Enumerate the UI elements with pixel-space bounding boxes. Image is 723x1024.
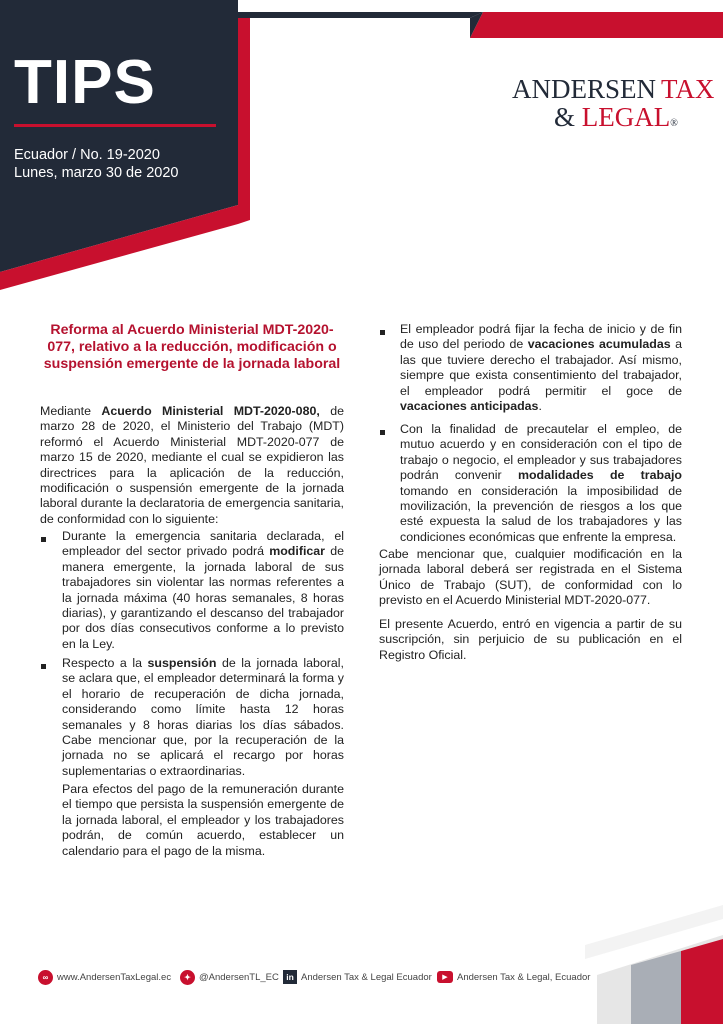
intro-paragraph: Mediante Acuerdo Ministerial MDT-2020-080, de marzo 28 de 2020, el Ministerio del Trabajo (MDT) reformó el Acuerdo Ministerial MDT-2020-077 de marzo 15 de 2020, mediante el cual se expidieron las directrices para la aplicación de la reducción, modificación o suspensión emergente de la jornada laboral durante la declaratoria de emergencia sanitaria, de conformidad con lo siguiente: xyxy=(40,404,344,526)
title-underline xyxy=(14,124,216,127)
linkedin-icon: in xyxy=(283,970,297,984)
logo-tax: TAX xyxy=(661,74,715,104)
logo-andersen: ANDERSEN xyxy=(512,74,657,104)
twitter-icon: ✦ xyxy=(180,970,195,985)
youtube-icon: ▶ xyxy=(437,971,453,983)
bullet-marker xyxy=(380,430,385,435)
bullet-marker xyxy=(41,537,46,542)
header-red-strip xyxy=(238,18,250,224)
footer-youtube-link[interactable]: ▶ Andersen Tax & Legal, Ecuador xyxy=(437,967,590,987)
footer-twitter-link[interactable]: ✦ @AndersenTL_EC xyxy=(180,967,279,987)
bullet-marker xyxy=(380,330,385,335)
bullet-marker xyxy=(41,664,46,669)
vigencia-paragraph: El presente Acuerdo, entró en vigencia a partir de su suscripción, sin perjuicio de su publicación en el Registro Oficial. xyxy=(379,617,682,662)
issue-date: Lunes, marzo 30 de 2020 xyxy=(14,165,179,181)
footer-linkedin-link[interactable]: in Andersen Tax & Legal Ecuador xyxy=(283,967,432,987)
header-graphic xyxy=(0,0,723,290)
bullet-modificar: Durante la emergencia sanitaria declarada, el empleador del sector privado podrá modificar de manera emergente, la jornada laboral de sus trabajadores sin violentar las normas referentes a la jornada máxima (40 horas semanales, 8 horas diarias), y garantizando el descanso del trabajador por dos días consecutivos conforme a lo previsto en la Ley. xyxy=(62,529,344,651)
issue-number: Ecuador / No. 19-2020 xyxy=(14,147,160,163)
footer-web-link[interactable]: ∞ www.AndersenTaxLegal.ec xyxy=(38,967,171,987)
bullet-modalidades: Con la finalidad de precautelar el empleo, de mutuo acuerdo y en consideración con el tipo de trabajo o negocio, el empleador y sus trabajadores podrán convenir modalidades de trabajo tomando en consideración la imposibilidad de movilización, la prevención de riesgos a los que esté expuesta la salud de los trabajadores y las condiciones económicas que enfrente la empresa. xyxy=(400,422,682,544)
logo-legal: LEGAL xyxy=(581,102,671,132)
issue-info xyxy=(14,146,178,182)
payment-paragraph: Para efectos del pago de la remuneración durante el tiempo que persista la suspensión emergente de la jornada laboral, el empleador y los trabajadores podrán, de común acuerdo, establecer un calendario para el pago de la misma. xyxy=(62,782,344,858)
header-top-bar-navy xyxy=(238,12,483,18)
bullet-suspension: Respecto a la suspensión de la jornada laboral, se aclara que, el empleador determinará la forma y el horario de recuperación de dicha jornada, considerando como límite hasta 12 horas semanales y 8 horas diarias los días sábados. Cabe mencionar que, por la recuperación de la jornada no se aplicará el recargo por horas suplementarias o extraordinarias. xyxy=(62,656,344,778)
bullet-vacaciones: El empleador podrá fijar la fecha de inicio y de fin de uso del periodo de vacaciones acumuladas a las que tuviere derecho el trabajador. Así mismo, siempre que exista consentimiento del trabajador, el empleador podrá permitir el goce de vacaciones anticipadas. xyxy=(400,322,682,414)
link-icon: ∞ xyxy=(38,970,53,985)
article-heading: Reforma al Acuerdo Ministerial MDT-2020-077, relativo a la reducción, modificación o suspensión emergente de la jornada laboral xyxy=(43,322,341,373)
company-logo: ANDERSEN TAX & LEGAL® xyxy=(512,74,715,132)
sut-paragraph: Cabe mencionar que, cualquier modificación en la jornada laboral deberá ser registrada en el Sistema Único de Trabajo (SUT), de conformidad con lo previsto en el Acuerdo Ministerial MDT-2020-077. xyxy=(379,547,682,608)
header-top-bar-red xyxy=(470,12,723,38)
page-title: TIPS xyxy=(14,48,156,117)
footer-graphic xyxy=(585,905,723,1024)
logo-ampersand: & xyxy=(554,102,576,132)
